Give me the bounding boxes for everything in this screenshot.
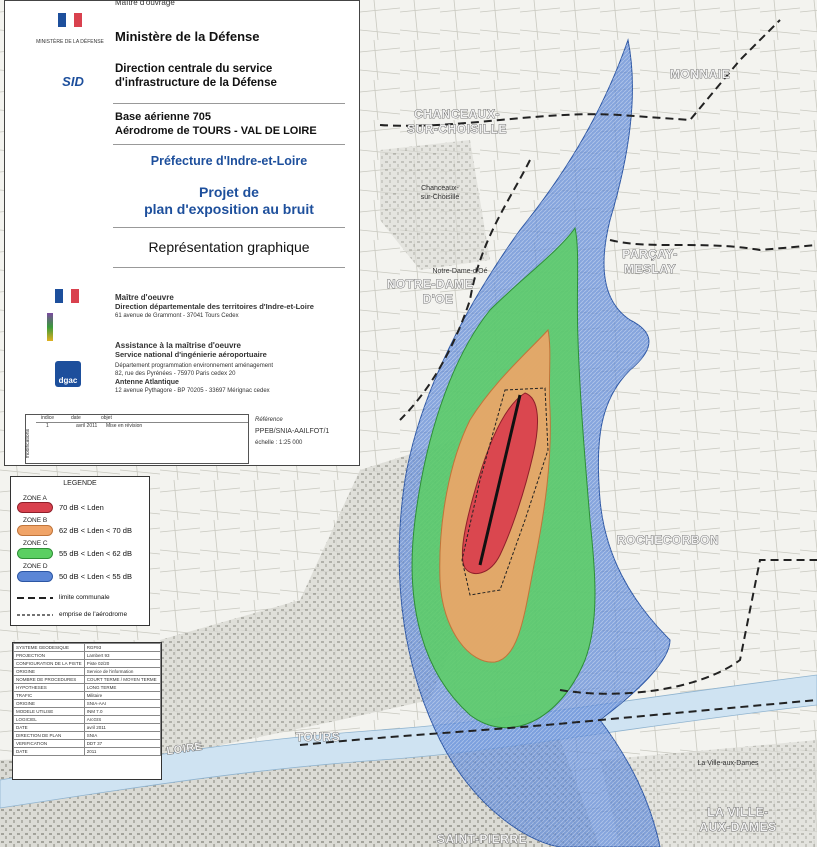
table-header: objet [101, 415, 112, 421]
antenne-address: 12 avenue Pythagore - BP 70205 - 33697 Mérignac cedex [115, 388, 270, 394]
maitre-ouvrage-label: Maître d'ouvrage [115, 0, 175, 7]
dgac-logo-text: dgac [58, 376, 78, 385]
zone-c-text: 55 dB < Lden < 62 dB [59, 549, 132, 558]
table-cell-value: Piste 02/20 [84, 660, 160, 668]
table-header: date [71, 415, 81, 421]
ministry-logo [36, 11, 104, 47]
place-label: AUX-DAMES [699, 820, 777, 834]
table-row [14, 668, 161, 676]
table-cell-key: DATE [14, 748, 85, 756]
project-line-2: plan d'exposition au bruit [144, 201, 314, 217]
dgac-logo [55, 361, 81, 387]
legend-item-aerodrome [17, 611, 127, 618]
legend-title: LEGENDE [63, 480, 97, 487]
zone-b-swatch [17, 525, 53, 536]
legend-item-commune-limit [17, 594, 110, 601]
place-label: MESLAY [624, 262, 676, 276]
table-cell-value: DDT 37 [84, 740, 160, 748]
ministry-logo-caption: MINISTÈRE DE LA DÉFENSE [36, 39, 104, 45]
table-row [14, 732, 161, 740]
maitre-oeuvre-name: Direction départementale des territoires d'Indre-et-Loire [115, 302, 314, 311]
assistance-department: Département programmation environnement aménagement [115, 363, 274, 369]
table-cell-key: DIRECTION DE PLAN [14, 732, 85, 740]
ministry-name: Ministère de la Défense [115, 29, 260, 44]
prefecture: Préfecture d'Indre-et-Loire [150, 154, 308, 168]
table-cell-key: DATE [14, 724, 85, 732]
zone-d-text: 50 dB < Lden < 55 dB [59, 572, 132, 581]
table-cell-value: ArcGIS [84, 716, 160, 724]
table-row [14, 740, 161, 748]
table-cell-key: SYSTEME GEODESIQUE [14, 644, 85, 652]
direction-line-2: d'infrastructure de la Défense [115, 77, 277, 89]
table-cell-value: INM 7.0 [84, 708, 160, 716]
table-cell-key: LOGICIEL [14, 716, 85, 724]
place-label: Notre-Dame-d'Oé [432, 268, 488, 275]
table-row [14, 660, 161, 668]
title-cartouche [4, 0, 360, 466]
place-label: SUR-CHOISILLE [407, 122, 507, 136]
divider [113, 103, 345, 104]
table-cell-key: CONFIGURATION DE LA PISTE [14, 660, 85, 668]
divider [113, 144, 345, 145]
table-cell-value: Lambert 93 [84, 652, 160, 660]
table-row [14, 652, 161, 660]
base-name: Base aérienne 705 [115, 111, 212, 123]
table-cell: 1 [46, 423, 49, 429]
metadata-table [12, 642, 162, 780]
place-label: CHANCEAUX- [414, 107, 500, 121]
place-label: TOURS [295, 730, 341, 744]
aerodrome-name: Aérodrome de TOURS - VAL DE LOIRE [115, 125, 317, 137]
revision-table [25, 414, 249, 464]
table-row [14, 700, 161, 708]
place-label: LA VILLE- [707, 805, 769, 819]
direction-line-1: Direction centrale du service [115, 63, 273, 75]
place-label: MONNAIE [669, 67, 731, 81]
table-row [14, 644, 161, 652]
legend-item-zone-b [17, 525, 132, 536]
zone-d-swatch [17, 571, 53, 582]
table-row [14, 676, 161, 684]
table-row [14, 692, 161, 700]
table-cell-key: HYPOTHESES [14, 684, 85, 692]
table-cell-value: RGF93 [84, 644, 160, 652]
commune-limit-symbol [17, 595, 53, 601]
zone-d-label: ZONE D [23, 563, 48, 570]
divider [113, 227, 345, 228]
antenne-name: Antenne Atlantique [115, 379, 179, 386]
aerodrome-boundary-text: emprise de l'aérodrome [59, 611, 128, 618]
assistance-label: Assistance à la maîtrise d'oeuvre [115, 341, 241, 350]
place-label: La Ville-aux-Dames [697, 760, 759, 767]
table-cell-value: Service de l'information [84, 668, 160, 676]
table-cell-value: COURT TERME / MOYEN TERME [84, 676, 160, 684]
zone-c-swatch [17, 548, 53, 559]
sid-logo [53, 71, 93, 91]
legend [10, 476, 150, 626]
table-row [14, 716, 161, 724]
zone-b-text: 62 dB < Lden < 70 dB [59, 526, 132, 535]
table-cell-key: TRAFIC [14, 692, 85, 700]
legend-item-zone-d [17, 571, 132, 582]
place-label: sur-Choisille [420, 194, 460, 201]
zone-c-label: ZONE C [23, 540, 48, 547]
table-cell-key: NOMBRE DE PROCEDURES [14, 676, 85, 684]
table-cell-value: LONG TERME [84, 684, 160, 692]
place-label: Chanceaux- [421, 185, 459, 192]
place-label: D'OE [422, 292, 454, 306]
table-cell-value: 2011 [84, 748, 160, 756]
assistance-name: Service national d'ingénierie aéroportuaire [115, 350, 267, 359]
table-cell-key: PROJECTION [14, 652, 85, 660]
project-line-1: Projet de [199, 184, 259, 200]
representation-title: Représentation graphique [148, 239, 310, 255]
commune-limit-text: limite communale [59, 594, 110, 601]
zone-b-label: ZONE B [23, 517, 48, 524]
maitre-oeuvre-label: Maître d'oeuvre [115, 293, 174, 302]
reference-code: PPEB/SNIA-AAILFOT/1 [255, 428, 330, 435]
modifications-label: modifications [25, 429, 31, 459]
place-label: ROCHECORBON [616, 533, 720, 547]
aerodrome-boundary-symbol [17, 612, 53, 618]
table-cell-key: MODELE UTILISE [14, 708, 85, 716]
zone-a-text: 70 dB < Lden [59, 503, 104, 512]
table-row [14, 708, 161, 716]
table-cell: Mise en révision [106, 423, 143, 429]
legend-item-zone-a [17, 502, 104, 513]
table-cell-key: ORIGINE [14, 700, 85, 708]
legend-item-zone-c [17, 548, 132, 559]
table-row [14, 684, 161, 692]
prefecture-logo [47, 287, 87, 342]
table-row [14, 748, 161, 756]
table-cell: avril 2011 [76, 423, 98, 429]
zone-a-label: ZONE A [23, 495, 47, 502]
table-cell-value: SNIA [84, 732, 160, 740]
reference-label: Référence [255, 417, 283, 423]
table-cell-value: Militaire [84, 692, 160, 700]
table-cell-key: VERIFICATION [14, 740, 85, 748]
assistance-address: 82, rue des Pyrénées - 75970 Paris cedex 20 [115, 371, 236, 377]
table-row [14, 724, 161, 732]
sid-logo-text: SID [62, 73, 84, 89]
place-label: SAINT-PIERRE [436, 832, 528, 846]
scale: échelle : 1:25 000 [255, 440, 303, 446]
maitre-oeuvre-address: 61 avenue de Grammont - 37041 Tours Cedex [115, 313, 239, 319]
zone-a-swatch [17, 502, 53, 513]
table-header: indice [41, 415, 55, 421]
reference-box [249, 414, 345, 462]
place-label: PARÇAY- [622, 247, 678, 261]
table-cell-value: SNIA-AAI [84, 700, 160, 708]
river-label: LOIRE [165, 740, 204, 758]
table-cell-value: avril 2011 [84, 724, 160, 732]
place-label: NOTRE-DAME [386, 277, 474, 291]
divider [113, 267, 345, 268]
table-cell-key: ORIGINE [14, 668, 85, 676]
